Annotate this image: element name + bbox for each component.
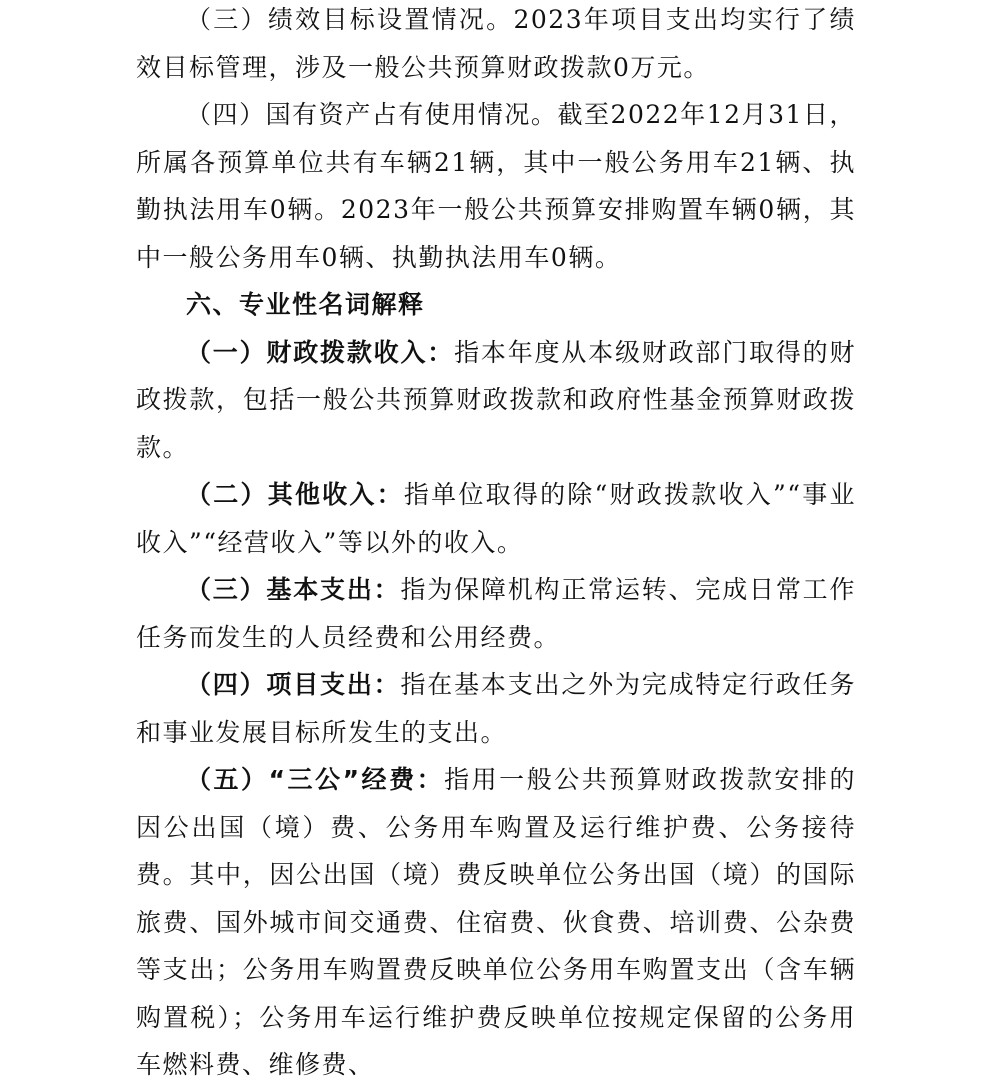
paragraph-lead: （四）国有资产占有使用情况。 <box>186 100 558 129</box>
definition-body: 指用一般公共预算财政拨款安排的因公出国（境）费、公务用车购置及运行维护费、公务接待费。其中，因公出国（境）费反映单位公务出国（境）的国际旅费、国外城市间交通费、住宿费、伙食费、培训费、公杂费等支出；公务用车购置费反映单位公务用车购置支出（含车辆购置税）；公务用车运行维护费反映单位按规定保留的公务用车燃料费、维修费、 <box>136 765 856 1079</box>
definition-term: （一）财政拨款收入： <box>186 337 455 367</box>
paragraph-body: 2023年项目支出均实行了绩效目标管理，涉及一般公共预算财政拨款0万元。 <box>136 5 856 82</box>
definition-fiscal-appropriation-income <box>136 329 856 472</box>
paragraph-performance-targets <box>136 0 856 91</box>
definition-term: （五）“三公”经费： <box>186 765 445 794</box>
definition-body: 指单位取得的除“财政拨款收入”“事业收入”“经营收入”等以外的收入。 <box>136 480 856 557</box>
definition-body: 指在基本支出之外为完成特定行政任务和事业发展目标所发生的支出。 <box>136 670 856 747</box>
definition-term: （四）项目支出： <box>186 670 401 699</box>
definition-other-income <box>136 471 856 566</box>
definition-project-expenditure <box>136 661 856 756</box>
definition-body: 指本年度从本级财政部门取得的财政拨款，包括一般公共预算财政拨款和政府性基金预算财政拨款。 <box>136 337 856 462</box>
paragraph-lead: （三）绩效目标设置情况。 <box>186 5 514 34</box>
paragraph-state-assets <box>136 91 856 281</box>
document-page <box>136 0 856 1089</box>
section-title: 六、专业性名词解释 <box>186 290 425 319</box>
definition-body: 指为保障机构正常运转、完成日常工作任务而发生的人员经费和公用经费。 <box>136 575 856 652</box>
paragraph-body: 截至2022年12月31日，所属各预算单位共有车辆21辆，其中一般公务用车21辆、执勤执法用车0辆。2023年一般公共预算安排购置车辆0辆，其中一般公务用车0辆、执勤执法用车0辆。 <box>136 100 856 272</box>
definition-term: （二）其他收入： <box>186 480 404 509</box>
definition-basic-expenditure <box>136 566 856 661</box>
definition-three-public-expenses <box>136 756 856 1089</box>
definition-term: （三）基本支出： <box>186 575 401 604</box>
